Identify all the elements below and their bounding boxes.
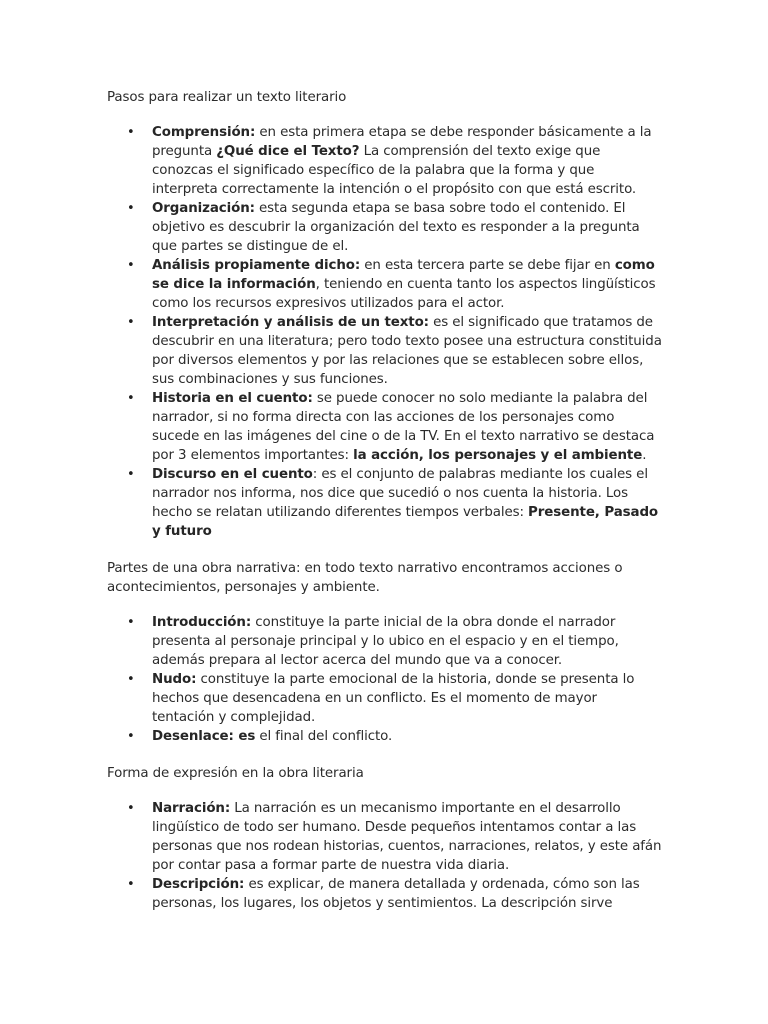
- list-item: [107, 199, 663, 256]
- body-text: constituye la parte inicial de la obra donde el narrador presenta al personaje principal y lo ubico en el espacio y en el tiempo, además prepara al lector acerca del mundo que va a conocer.: [152, 615, 619, 668]
- list-item: [107, 256, 663, 313]
- body-text: La comprensión del texto exige que conozcas el significado específico de la palabra que la forma y que interpreta correctamente la intención o el propósito con que está escrito.: [152, 144, 637, 197]
- bold-term: Organización:: [152, 201, 255, 216]
- body-text: en todo texto narrativo encontramos acciones o acontecimientos, personajes y ambiente.: [107, 561, 623, 595]
- list-item: [107, 613, 663, 670]
- body-text: el final del conflicto.: [255, 729, 393, 744]
- bold-phrase: la acción, los personajes y el ambiente: [353, 448, 643, 463]
- body-text: es el significado que tratamos de descubrir en una literatura; pero todo texto posee una estructura constituida por diversos elementos y por las relaciones que se establecen sobre ellos, sus combinaciones y sus funciones.: [152, 315, 662, 387]
- bold-term: Descripción:: [152, 877, 245, 892]
- bold-term: Interpretación y análisis de un texto:: [152, 315, 429, 330]
- bullet-list-pasos: [107, 123, 663, 541]
- body-text: constituye la parte emocional de la historia, donde se presenta lo hechos que desencadena en un conflicto. Es el momento de mayor tentación y complejidad.: [152, 672, 635, 725]
- bold-term: Comprensión:: [152, 125, 256, 140]
- list-item: [107, 465, 663, 541]
- list-item: [107, 313, 663, 389]
- bold-phrase: Presente, Pasado y futuro: [152, 505, 659, 539]
- body-text: en esta tercera parte se debe fijar en: [360, 258, 615, 273]
- body-text: , teniendo en cuenta tanto los aspectos lingüísticos como los recursos expresivos utilizados para el actor.: [152, 277, 656, 311]
- bold-term: Análisis propiamente dicho:: [152, 258, 361, 273]
- list-item: [107, 123, 663, 199]
- body-text: .: [642, 448, 647, 463]
- section-heading-forma: Forma de expresión en la obra literaria: [107, 766, 364, 781]
- bold-term: Discurso en el cuento: [152, 467, 313, 482]
- list-item: [107, 875, 663, 913]
- list-item: [107, 727, 663, 746]
- bold-term: Historia en el cuento:: [152, 391, 313, 406]
- bold-term: Introducción:: [152, 615, 252, 630]
- bold-term: Nudo:: [152, 672, 197, 687]
- document-body: [107, 88, 663, 913]
- list-item: [107, 670, 663, 727]
- bold-term: Narración:: [152, 801, 231, 816]
- section-intro-partes: [107, 559, 663, 597]
- list-item: [107, 799, 663, 875]
- bold-phrase: como se dice la información: [152, 258, 655, 292]
- section-heading-pasos: Pasos para realizar un texto literario: [107, 90, 347, 105]
- section-heading-partes: Partes de una obra narrativa:: [107, 561, 301, 576]
- body-text: es explicar, de manera detallada y ordenada, cómo son las personas, los lugares, los objetos y sentimientos. La descripción sirve: [152, 877, 640, 911]
- body-text: esta segunda etapa se basa sobre todo el contenido. El objetivo es descubrir la organización del texto es responder a la pregunta que partes se distingue de el.: [152, 201, 640, 254]
- body-text: : es el conjunto de palabras mediante los cuales el narrador nos informa, nos dice que sucedió o nos cuenta la historia. Los hecho se relatan utilizando diferentes tiempos verbales:: [152, 467, 648, 520]
- bullet-list-forma: [107, 799, 663, 913]
- bold-phrase: ¿Qué dice el Texto?: [216, 144, 360, 159]
- body-text: se puede conocer no solo mediante la palabra del narrador, si no forma directa con las acciones de los personajes como sucede en las imágenes del cine o de la TV. En el texto narrativo se destaca por 3 elementos importantes:: [152, 391, 655, 463]
- body-text: La narración es un mecanismo importante en el desarrollo lingüístico de todo ser humano. Desde pequeños intentamos contar a las personas que nos rodean historias, cuentos, narraciones, relatos, y este afán por contar pasa a formar parte de nuestra vida diaria.: [152, 801, 662, 873]
- body-text: en esta primera etapa se debe responder básicamente a la pregunta: [152, 125, 652, 159]
- bullet-list-partes: [107, 613, 663, 746]
- list-item: [107, 389, 663, 465]
- bold-term: Desenlace: es: [152, 729, 256, 744]
